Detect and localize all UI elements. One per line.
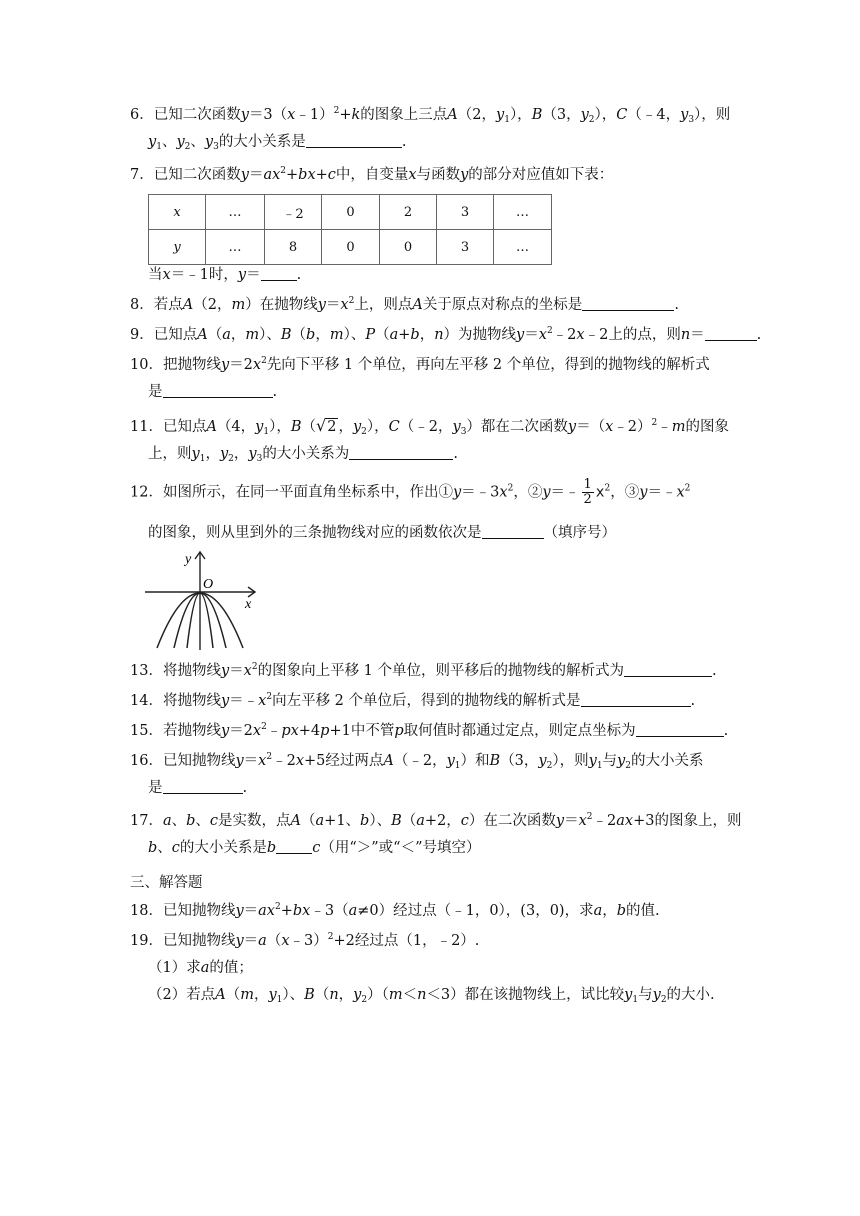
section-heading: 三、解答题 <box>130 875 203 891</box>
answer-blank[interactable] <box>276 839 312 854</box>
table-row <box>149 230 552 265</box>
answer-blank[interactable] <box>163 779 243 794</box>
table-cell: 0 <box>322 230 380 265</box>
table-cell: x <box>149 195 206 230</box>
answer-blank[interactable] <box>482 524 544 539</box>
fraction-half: $\frac{1}{2}$ <box>583 477 592 507</box>
answer-blank[interactable] <box>636 722 724 737</box>
x-axis-label: x <box>245 597 252 612</box>
question-16: 16．已知抛物线$y=x^2﹣2x+5$经过两点A（﹣2，$y_1$）和B（3，$y_2$），则$y_1$与$y_2$的大小关系 是 . <box>130 752 704 796</box>
table-cell: 3 <box>437 195 494 230</box>
table-cell: ﹣2 <box>265 195 322 230</box>
question-11: 11．已知点A（4，$y_1$），B（√2 ，$y_2$），C（﹣2，$y_3$）都在二次函数y＝（x﹣2）$^2$﹣m的图象 上，则$y_1$，$y_2$，$y_3$的大小关系为 . <box>130 416 730 464</box>
table-cell: 0 <box>322 195 380 230</box>
question-18: 18．已知抛物线$y=ax^2+bx﹣3(a\ne 0)$经过点（﹣1，0），(3，0)，求a，b的值. <box>130 902 660 919</box>
answer-blank[interactable] <box>581 692 691 707</box>
table-cell: … <box>494 230 552 265</box>
answer-blank[interactable] <box>624 662 712 677</box>
question-8: 8．若点A（2，m）在抛物线$y=x^2$上，则点A关于原点对称点的坐标是 . <box>130 296 679 313</box>
question-13: 13．将抛物线$y=x^2$的图象向上平移 1 个单位，则平移后的抛物线的解析式为 . <box>130 662 717 679</box>
question-17: 17．a、b、c是实数，点A（a+1、b）、B（a+2，c）在二次函数$y=x^2﹣2ax+3$的图象上，则 b、c的大小关系是b c（用“＞”或“＜”号填空） <box>130 812 742 856</box>
answer-blank[interactable] <box>582 296 674 311</box>
table-cell: 3 <box>437 230 494 265</box>
answer-blank[interactable] <box>261 266 297 281</box>
answer-blank[interactable] <box>705 326 757 341</box>
question-9: 9．已知点A（a，m）、B（b，m）、P（a+b，n）为抛物线$y=x^2﹣2x﹣2$上的点，则n＝ . <box>130 326 762 343</box>
question-7: 7．已知二次函数$y=ax^2+bx+c$中，自变量x与函数y的部分对应值如下表： <box>130 166 614 183</box>
table-cell: 0 <box>380 230 437 265</box>
table-cell: y <box>149 230 206 265</box>
table-cell: … <box>206 195 265 230</box>
question-14: 14．将抛物线$y=﹣x^2$向左平移 2 个单位后，得到的抛物线的解析式是 . <box>130 692 696 709</box>
table-row <box>149 195 552 230</box>
origin-label: O <box>203 577 214 592</box>
answer-blank[interactable] <box>306 133 402 148</box>
question-10: 10．把抛物线$y=2x^2$先向下平移 1 个单位，再向左平移 2 个单位，得到的抛物线的解析式 是 . <box>130 356 710 400</box>
table-cell: … <box>494 195 552 230</box>
q6-number: 6． <box>130 107 154 123</box>
question-12-line2: 的图象，则从里到外的三条抛物线对应的函数依次是 （填序号） <box>148 525 616 541</box>
question-6: 6．已知二次函数y＝3（x﹣1）$^2$+k的图象上三点A（2，$y_1$），B（3，$y_2$），C（﹣4，$y_3$），则 $y_1$、$y_2$、$y_3$的大小关系是 . <box>130 106 731 152</box>
table-cell: … <box>206 230 265 265</box>
y-axis-label: y <box>185 552 192 567</box>
question-12: 12．如图所示，在同一平面直角坐标系中，作出$①y=﹣3x^2$，②y＝﹣ $\frac{1}{2}$ $x^2$，$③y=﹣x^2$ <box>130 477 691 507</box>
question-7-prompt: 当x＝﹣1时，y＝ . <box>148 267 302 283</box>
answer-blank[interactable] <box>163 383 273 398</box>
question-15: 15．若抛物线$y=2x^2﹣px+4p+1$中不管p取何值时都通过定点，则定点坐标为 . <box>130 722 729 739</box>
value-table <box>148 194 552 265</box>
q7-number: 7． <box>130 167 154 183</box>
table-cell: 2 <box>380 195 437 230</box>
question-19: 19．已知抛物线y＝a（x﹣3）$^2$+2经过点（1，﹣2）. （1）求a的值； （2）若点A（m，$y_1$）、B（n，$y_2)(m<n<3)$都在该抛物线上，试比较$y_1$与$y_2$的大小. <box>130 932 715 1005</box>
table-cell: 8 <box>265 230 322 265</box>
answer-blank[interactable] <box>349 445 453 460</box>
parabola-graph <box>145 548 265 650</box>
